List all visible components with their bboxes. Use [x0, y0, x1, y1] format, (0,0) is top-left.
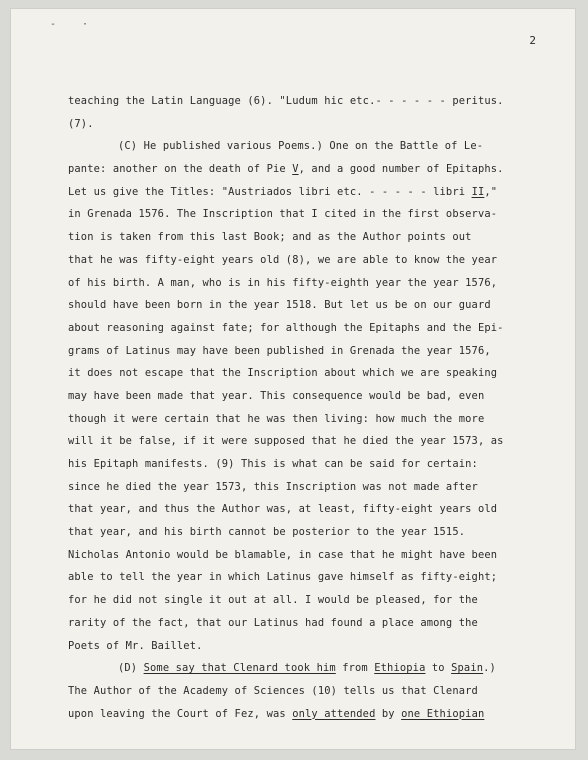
- page-number: 2: [529, 34, 536, 47]
- text-line: upon leaving the Court of Fez, was only attended by one Ethiopian: [68, 707, 485, 720]
- text-line: pante: another on the death of Pie V, and a good number of Epitaphs.: [68, 163, 504, 176]
- text-line: since he died the year 1573, this Inscription was not made after: [68, 480, 478, 493]
- text-line: that year, and thus the Author was, at least, fifty-eight years old: [68, 503, 498, 516]
- text-line: in Grenada 1576. The Inscription that I cited in the first observa-: [68, 208, 498, 221]
- text-line: may have been made that year. This consequence would be bad, even: [68, 389, 485, 402]
- text-line: will it be false, if it were supposed that he died the year 1573, as: [68, 435, 504, 448]
- text-line: that he was fifty-eight years old (8), we are able to know the year: [68, 253, 498, 266]
- underlined-phrase: one Ethiopian: [401, 707, 485, 720]
- text-line: of his birth. A man, who is in his fifty-eighth year the year 1576,: [68, 276, 498, 289]
- underlined-phrase: Ethiopia: [374, 662, 426, 675]
- text-line: rarity of the fact, that our Latinus had found a place among the: [68, 616, 478, 629]
- text-line: it does not escape that the Inscription about which we are speaking: [68, 367, 498, 380]
- text-line: though it were certain that he was then living: how much the more: [68, 412, 485, 425]
- text-line: able to tell the year in which Latinus gave himself as fifty-eight;: [68, 571, 498, 584]
- text-line: teaching the Latin Language (6). "Ludum hic etc.- - - - - - peritus.: [68, 95, 504, 107]
- text-line: grams of Latinus may have been published in Grenada the year 1576,: [68, 344, 491, 357]
- text-line: Nicholas Antonio would be blamable, in case that he might have been: [68, 548, 498, 561]
- margin-mark: -: [50, 19, 57, 30]
- text-line: should have been born in the year 1518. But let us be on our guard: [68, 299, 491, 312]
- typewritten-body: [68, 90, 538, 725]
- underlined-phrase: only attended: [292, 707, 376, 720]
- text-line: (7).: [68, 117, 94, 130]
- text-line: his Epitaph manifests. (9) This is what can be said for certain:: [68, 458, 478, 470]
- underlined-phrase: Some say that Clenard took him: [143, 662, 336, 675]
- paragraph-d-start: (D) Some say that Clenard took him from Ethiopia to Spain.): [118, 662, 496, 675]
- document-page: [10, 8, 576, 750]
- underlined-numeral: V: [292, 163, 299, 176]
- text-line: that year, and his birth cannot be posterior to the year 1515.: [68, 526, 466, 539]
- margin-mark: ·: [82, 19, 89, 30]
- text-line: Let us give the Titles: "Austriados libri etc. - - - - - libri II,": [68, 185, 498, 198]
- text-line: Poets of Mr. Baillet.: [68, 639, 203, 652]
- underlined-numeral: II: [471, 185, 485, 198]
- paragraph-c-start: (C) He published various Poems.) One on the Battle of Le-: [118, 140, 484, 153]
- underlined-phrase: Spain: [451, 662, 484, 675]
- text-line: for he did not single it out at all. I would be pleased, for the: [68, 594, 478, 607]
- text-line: The Author of the Academy of Sciences (10) tells us that Clenard: [68, 684, 478, 697]
- text-line: about reasoning against fate; for although the Epitaphs and the Epi-: [68, 321, 504, 334]
- text-line: tion is taken from this last Book; and as the Author points out: [68, 231, 472, 244]
